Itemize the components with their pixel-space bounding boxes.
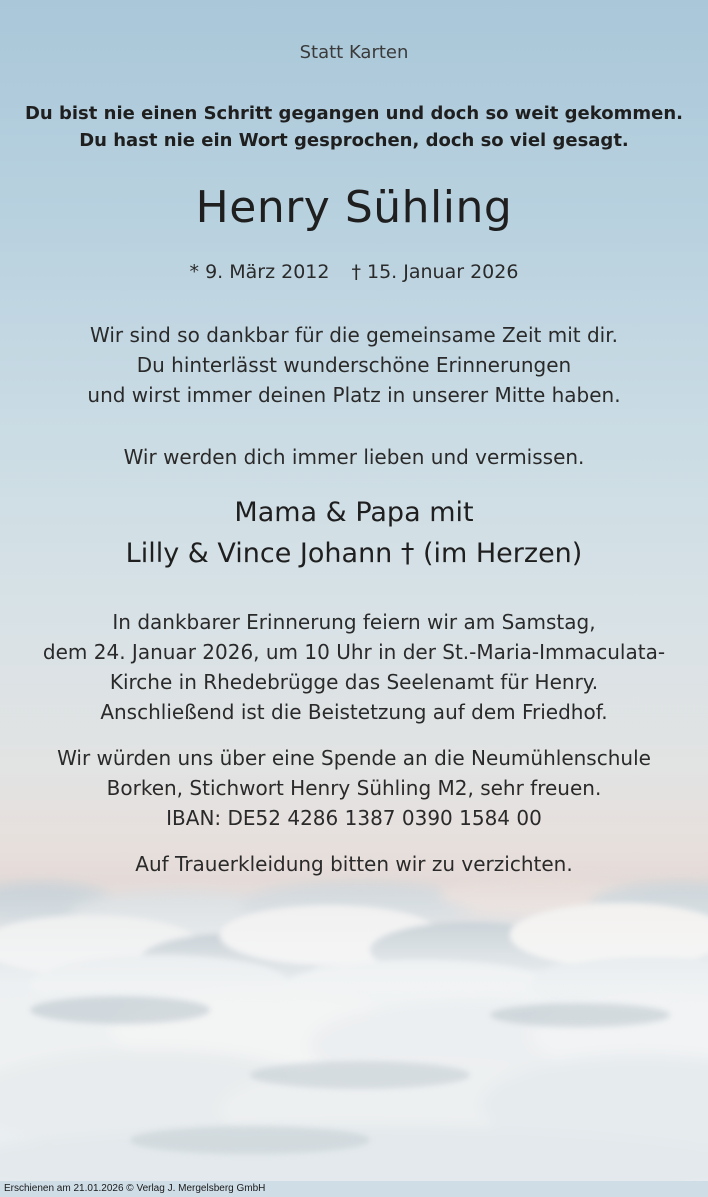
deceased-name: Henry Sühling	[195, 182, 513, 233]
service-line: In dankbarer Erinnerung feiern wir am Samstag,	[112, 610, 596, 634]
farewell-text: Wir werden dich immer lieben und vermissen.	[123, 445, 585, 469]
death-date: † 15. Januar 2026	[351, 261, 519, 283]
donation-line: Borken, Stichwort Henry Sühling M2, sehr freuen.	[106, 776, 602, 800]
motto-line: Du bist nie einen Schritt gegangen und doch so weit gekommen.	[24, 103, 683, 124]
motto-line: Du hast nie ein Wort gesprochen, doch so viel gesagt.	[79, 130, 629, 151]
signer-line: Lilly & Vince Johann † (im Herzen)	[125, 538, 583, 569]
service-line: Anschließend ist die Beistetzung auf dem Friedhof.	[100, 700, 608, 724]
life-dates	[0, 261, 708, 283]
donation-line: Wir würden uns über eine Spende an die Neumühlenschule	[57, 746, 651, 770]
publication-footer: Erschienen am 21.01.2026 © Verlag J. Mergelsberg GmbH	[0, 1181, 708, 1197]
iban-line: IBAN: DE52 4286 1387 0390 1584 00	[166, 806, 542, 830]
motto-quote	[0, 100, 708, 154]
tribute-line: Wir sind so dankbar für die gemeinsame Zeit mit dir.	[90, 323, 618, 347]
donation-info	[0, 743, 708, 833]
tribute-line: und wirst immer deinen Platz in unserer Mitte haben.	[87, 383, 621, 407]
service-line: dem 24. Januar 2026, um 10 Uhr in der St.-Maria-Immaculata-	[42, 640, 666, 664]
tribute-text	[0, 320, 708, 410]
service-line: Kirche in Rhedebrügge das Seelenamt für Henry.	[109, 670, 599, 694]
dress-request: Auf Trauerkleidung bitten wir zu verzichten.	[135, 852, 573, 876]
signers	[0, 492, 708, 574]
signer-line: Mama & Papa mit	[234, 497, 474, 528]
birth-date: * 9. März 2012	[189, 261, 330, 283]
pre-title: Statt Karten	[299, 42, 409, 63]
service-info	[0, 607, 708, 727]
tribute-line: Du hinterlässt wunderschöne Erinnerungen	[136, 353, 572, 377]
